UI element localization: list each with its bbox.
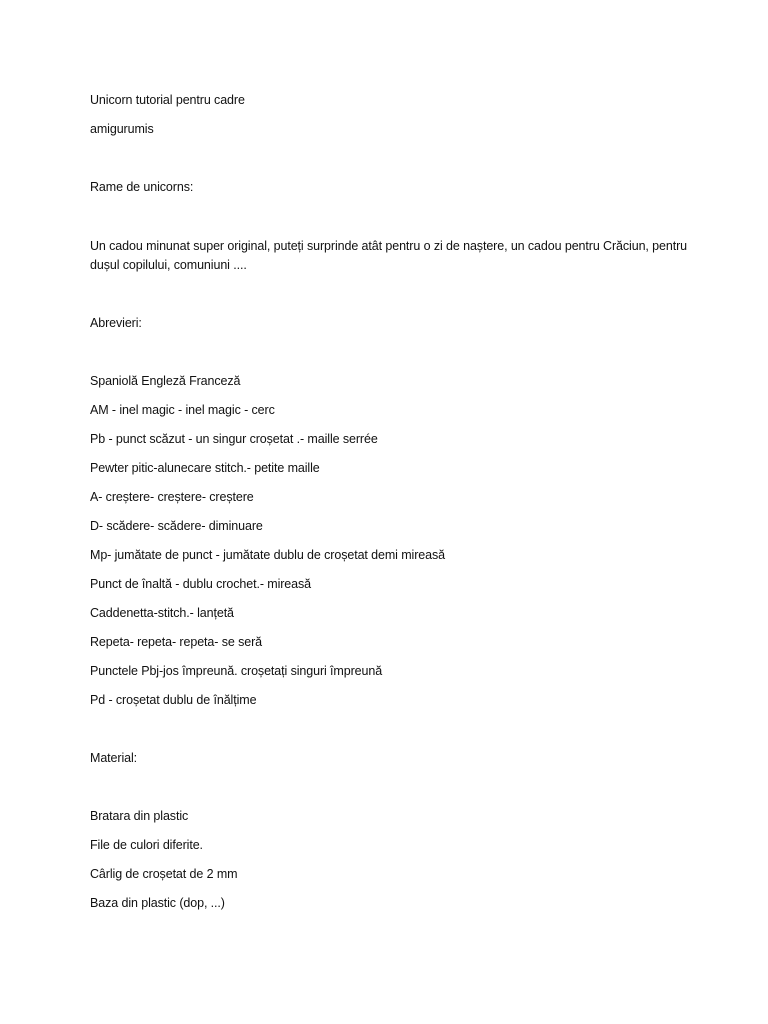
document-title-line-2: amigurumis [90, 122, 154, 136]
heading-material: Material: [90, 751, 138, 765]
abbreviation-item: Pb - punct scăzut - un singur croșetat .- maille serrée [90, 432, 378, 446]
material-item: Bratara din plastic [90, 809, 189, 823]
abbreviation-item: Pewter pitic-alunecare stitch.- petite maille [90, 461, 320, 475]
abbreviation-item: Repeta- repeta- repeta- se seră [90, 635, 262, 649]
abbreviation-item: D- scădere- scădere- diminuare [90, 519, 263, 533]
abbreviation-item: Pd - croșetat dublu de înălțime [90, 693, 257, 707]
document-title-line-1: Unicorn tutorial pentru cadre [90, 93, 245, 107]
material-item: Cârlig de croșetat de 2 mm [90, 867, 238, 881]
abbreviation-item: A- creștere- creștere- creștere [90, 490, 254, 504]
abbreviation-item: Caddenetta-stitch.- lanțetă [90, 606, 234, 620]
heading-frames: Rame de unicorns: [90, 180, 194, 194]
heading-abbreviations: Abrevieri: [90, 316, 142, 330]
abbreviation-item: AM - inel magic - inel magic - cerc [90, 403, 275, 417]
intro-paragraph: Un cadou minunat super original, puteți surprinde atât pentru o zi de naștere, un cadou pentru Crăciun, pentru dușul copilului, comuniuni .... [90, 239, 688, 272]
abbreviation-item: Mp- jumătate de punct - jumătate dublu de croșetat demi mireasă [90, 548, 445, 562]
abbreviation-item: Punctele Pbj-jos împreună. croșetați singuri împreună [90, 664, 383, 678]
abbreviation-item: Spaniolă Engleză Franceză [90, 374, 241, 388]
abbreviation-item: Punct de înaltă - dublu crochet.- mireasă [90, 577, 312, 591]
material-item: Baza din plastic (dop, ...) [90, 896, 225, 910]
material-item: File de culori diferite. [90, 838, 203, 852]
